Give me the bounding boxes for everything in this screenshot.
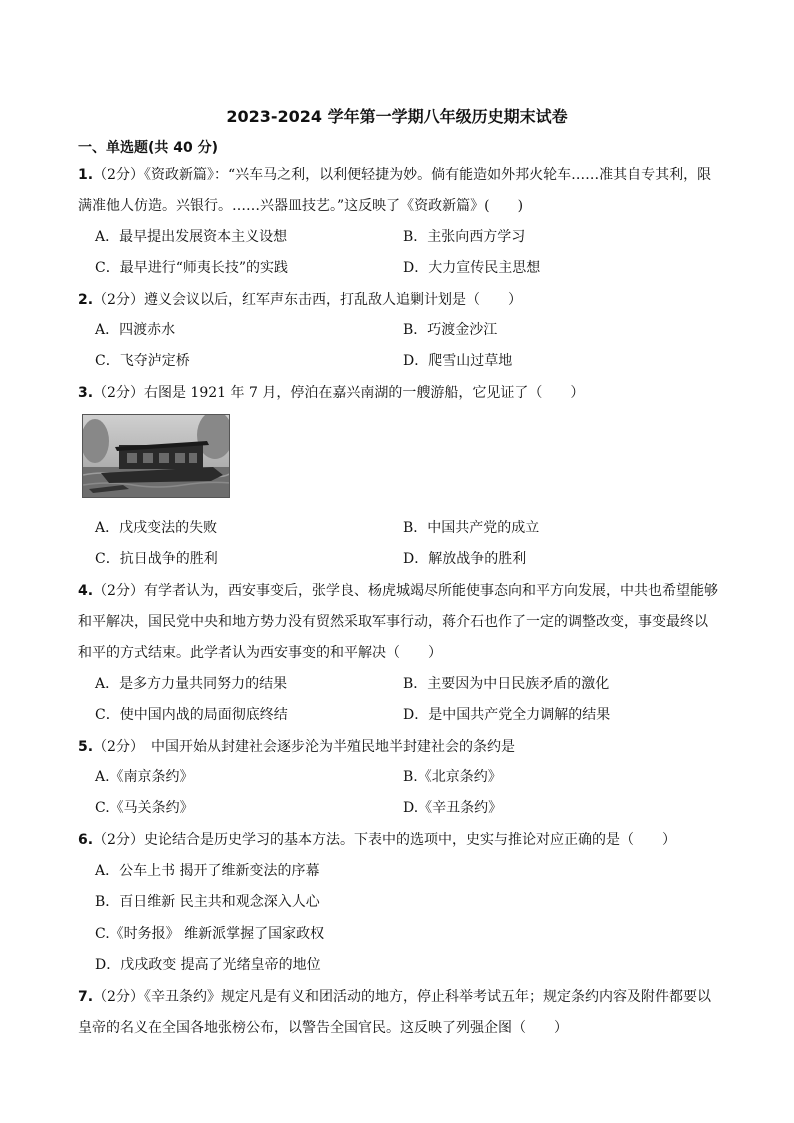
question-number: 5. — [78, 739, 94, 755]
option-d[interactable]: D．解放战争的胜利 — [403, 551, 527, 567]
option-a[interactable]: A．是多方力量共同努力的结果 — [95, 676, 288, 692]
option-d[interactable]: D．大力宣传民主思想 — [403, 260, 541, 276]
question-7 — [78, 982, 718, 1044]
option-a[interactable]: A．公车上书 揭开了维新变法的序幕 — [95, 863, 320, 879]
question-number: 3. — [78, 385, 94, 401]
option-c[interactable]: C.《时务报》 维新派掌握了国家政权 — [95, 926, 325, 942]
question-score: （2分） — [93, 167, 144, 183]
question-6 — [78, 825, 718, 856]
option-c[interactable]: C.《马关条约》 — [95, 800, 194, 816]
option-c[interactable]: C．使中国内战的局面彻底终结 — [95, 707, 288, 723]
question-score: （2分） — [93, 989, 144, 1005]
question-2 — [78, 285, 718, 316]
option-d[interactable]: D．是中国共产党全力调解的结果 — [403, 707, 611, 723]
red-boat-photo — [82, 414, 230, 498]
option-b[interactable]: B．主张向西方学习 — [403, 229, 526, 245]
option-d[interactable]: D．戊戌政变 提高了光绪皇帝的地位 — [95, 957, 321, 973]
question-text: 遵义会议以后，红军声东击西，打乱敌人追剿计划是（ ） — [143, 292, 522, 308]
question-number: 6. — [78, 832, 94, 848]
option-a[interactable]: A.《南京条约》 — [95, 769, 194, 785]
question-number: 2. — [78, 292, 94, 308]
question-score: （2分） — [93, 385, 144, 401]
question-score: （2分） — [93, 583, 144, 599]
option-d[interactable]: D.《辛丑条约》 — [403, 800, 503, 816]
question-number: 4. — [78, 583, 94, 599]
option-c[interactable]: C．飞夺泸定桥 — [95, 353, 190, 369]
question-number: 7. — [78, 989, 94, 1005]
question-4 — [78, 576, 718, 669]
question-1 — [78, 160, 718, 222]
option-b[interactable]: B．百日维新 民主共和观念深入人心 — [95, 894, 320, 910]
question-text: 《资政新篇》：“兴车马之利，以利便轻捷为妙。倘有能造如外邦火轮车……准其自专其利，限满准他人仿造。兴银行。……兴器皿技艺。”这反映了《资政新篇》( ) — [78, 167, 712, 214]
option-b[interactable]: B．中国共产党的成立 — [403, 520, 540, 536]
question-text: 《辛丑条约》规定凡是有义和团活动的地方，停止科举考试五年；规定条约内容及附件都要以皇帝的名义在全国各地张榜公布，以警告全国官民。这反映了列强企图（ ） — [78, 989, 711, 1036]
option-a[interactable]: A．最早提出发展资本主义设想 — [95, 229, 288, 245]
question-score: （2分） — [93, 832, 144, 848]
option-c[interactable]: C．抗日战争的胜利 — [95, 551, 218, 567]
exam-title: 2023-2024 学年第一学期八年级历史期末试卷 — [226, 107, 568, 126]
question-text: 右图是 1921 年 7 月，停泊在嘉兴南湖的一艘游船，它见证了（ ） — [143, 385, 585, 401]
question-number: 1. — [78, 167, 94, 183]
option-a[interactable]: A．戊戌变法的失败 — [95, 520, 218, 536]
question-text: 有学者认为，西安事变后，张学良、杨虎城竭尽所能使事态向和平方向发展，中共也希望能够和平解决，国民党中央和地方势力没有贸然采取军事行动，蒋介石也作了一定的调整改变，事变最终以和平的方式结束。此学者认为西安事变的和平解决（ ） — [78, 583, 718, 661]
question-text: 中国开始从封建社会逐步沦为半殖民地半封建社会的条约是 — [136, 739, 515, 755]
question-score: （2分） — [93, 292, 144, 308]
option-d[interactable]: D．爬雪山过草地 — [403, 353, 513, 369]
section-heading: 一、单选题(共 40 分) — [78, 140, 219, 156]
question-3 — [78, 378, 718, 409]
option-a[interactable]: A．四渡赤水 — [95, 322, 176, 338]
question-5 — [78, 732, 718, 763]
option-c[interactable]: C．最早进行“师夷长技”的实践 — [95, 260, 289, 276]
option-b[interactable]: B.《北京条约》 — [403, 769, 502, 785]
question-score: （2分） — [93, 739, 137, 755]
option-b[interactable]: B．主要因为中日民族矛盾的激化 — [403, 676, 610, 692]
question-text: 史论结合是历史学习的基本方法。下表中的选项中，史实与推论对应正确的是（ ） — [143, 832, 676, 848]
option-b[interactable]: B．巧渡金沙江 — [403, 322, 498, 338]
